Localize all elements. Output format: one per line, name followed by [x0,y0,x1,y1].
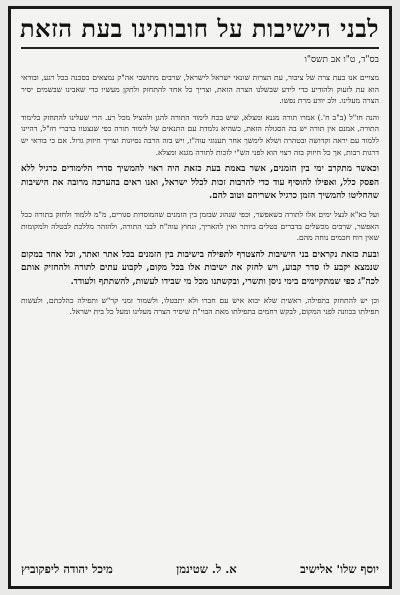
signature-2: א. ל. שטינמן [176,562,237,576]
signature-3: מיכל יהודה ליפקוביץ [21,562,113,576]
paragraph-6: וכן יש להתחזק בתפילה, ראשית שלא יבוא איש עם חברו ולא יתבטלו, ולשמור זמני קר"ש ותפילה כהלכתם, ולעשות תפילתו בכוונה לפני המקום, לבקש רחמים בתפילתו מאת הבוי"ת שיסיר הצרה מעלינו ומעל כל בית ישראל. [21,295,379,317]
paragraph-3: וכאשר מתקרב ימי בין הזמנים, אשר באמת בעת כזאת היה ראוי להמשיך סדרי הלימודים כרגיל ללא הפסק כלל, ואפילו להוסיף עוד כדי להרבות זכות לכלל ישראל, ואנו ראים בהערכה מרובה את הישיבות שהחליטו להמשיך הזמן כרגיל אשריהם וטוב להם. [21,164,379,202]
paragraph-2: והנה חז"ל (ב"ב ח'.) אמרו תורה מגנא ומצלא, שיש בכח לימוד התורה להגן ולהציל מכל רע. הרי שעלינו להתחזק בלימוד התורה, אמנם אין תורה יש בה הסגולה הזאת, כשהיא נלמדת עם התנאים של לימוד תורה כפי שנצטוו בדברי חז"ל, דהיינו ללמוד עם יראה וקדושה ובטהרה ושלא לימשך אחר תענוגי עוה"ז, ויש בזה הרבה נסיונות וצריך חיזוק גדול. אם כי בודאי יש דרגות רבות, אך כל חיזוק בזה רצוי הוא לפני הש"י לזכות לתורה מגנא ומצלא. [21,112,379,157]
signatures [21,562,379,576]
signature-1: יוסף שלו' אלישיב [300,562,379,576]
paragraph-4: ועל כא"א לנצל ימים אלו לתורה כשאפשר, וכפי שנהוג שבזמן בין הזמנים שהמוסדות סגורים, מ"מ ללמוד ולחזק בתורה ככל האפשר, שרבים מכשלים בדברים בטלים ביותר ואין להאריך, ונחוץ עוה"ח לבני התורה, ולהזהר מללכת לבטלה ולמקומות שאין רוח חכמים נוחה מהם. [21,209,379,243]
notice-title: לבני הישיבות על חובותינו בעת הזאת [20,14,379,43]
title-divider [21,47,379,49]
paragraph-1: מצויים אנו בעת צרה של ציבור, עת הצרות שונאי ישראל לישראל, שרבים מתושבי אה"ק נמצאים בסכנה בכל רגע, ובודאי הוא עת לזעוק ולהודיע כדי לידע שבשלנו הצרה הזאת, וצריך כל אחד להתחזק ולתקן מעשיו כדי שאבינו שבשמים יסיר הצרה מעלינו. ולב יודע מרת נפשו. [21,73,379,106]
notice-frame [8,6,392,589]
paragraph-5: ובעת כזאת נקראים בני הישיבות להצטרף לתפילה בישיבות בין הזמנים בכל אתר ואתר, וכל אחד במקום שנמצא יקבע לו סדר קבוע, ויש לחזק את ישיבות אלו בכל מקום, לקבוע עתים לתורה ולהחזיק אותם לכה"ג כפי שמתקיימים בימי ניסן ותשרי, ובקשתנו מכל מי שבידו לעשות, להשתתף ולעודד. [21,249,379,287]
dateline: בס"ד, ט"ו אב תשס"ו [304,55,379,65]
